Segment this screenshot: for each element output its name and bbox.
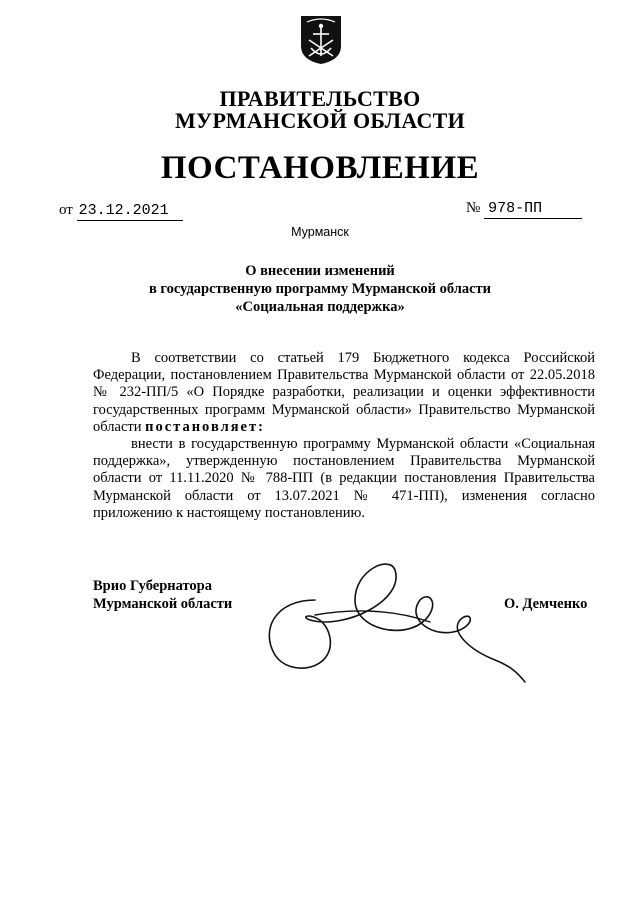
resolution-keyword: постановляет: xyxy=(145,418,265,435)
body-paragraph-2: внести в государственную программу Мурманской области «Социальная поддержка», утвержденную постановлением Правительства Мурманской области от 11.11.2020 № 788-ПП (в редакции постановления Правительства Мурманской области от 13.07.2021 № 471-ПП), изменения согласно приложению к настоящему постановлению. xyxy=(93,436,595,521)
subject-line3: «Социальная поддержка» xyxy=(235,299,405,315)
subject-line2: в государственную программу Мурманской области xyxy=(148,281,492,297)
government-title-line2: МУРМАНСКОЙ ОБЛАСТИ xyxy=(174,108,466,133)
document-subject xyxy=(0,262,640,316)
signer-name: О. Демченко xyxy=(504,596,588,612)
document-date xyxy=(59,201,183,221)
signer-position-line1: Врио Губернатора xyxy=(93,578,212,594)
coat-of-arms-icon xyxy=(299,14,343,66)
document-body xyxy=(93,350,595,522)
date-prefix: от xyxy=(59,202,73,218)
handwritten-signature-icon xyxy=(255,560,535,685)
city-name: Мурманск xyxy=(291,225,349,239)
subject-line1: О внесении изменений xyxy=(245,263,395,279)
number-value: 978-ПП xyxy=(484,200,582,219)
government-title-line1: ПРАВИТЕЛЬСТВО xyxy=(219,86,421,111)
body-paragraph-1 xyxy=(93,350,595,436)
paragraph-1-text: В соответствии со статьей 179 Бюджетного кодекса Российской Федерации, постановлением Правительства Мурманской области от 22.05.2018 № 232-ПП/5 «О Порядке разработки, реализации и оценки эффективности государственных программ Мурманской области» Правительство Мурманской области xyxy=(93,350,595,435)
document-number xyxy=(466,199,582,219)
signer-position-line2: Мурманской области xyxy=(93,596,233,612)
signer-position xyxy=(93,577,232,613)
date-value: 23.12.2021 xyxy=(77,202,183,221)
number-prefix: № xyxy=(466,200,481,216)
document-type-title: ПОСТАНОВЛЕНИЕ xyxy=(160,150,480,186)
